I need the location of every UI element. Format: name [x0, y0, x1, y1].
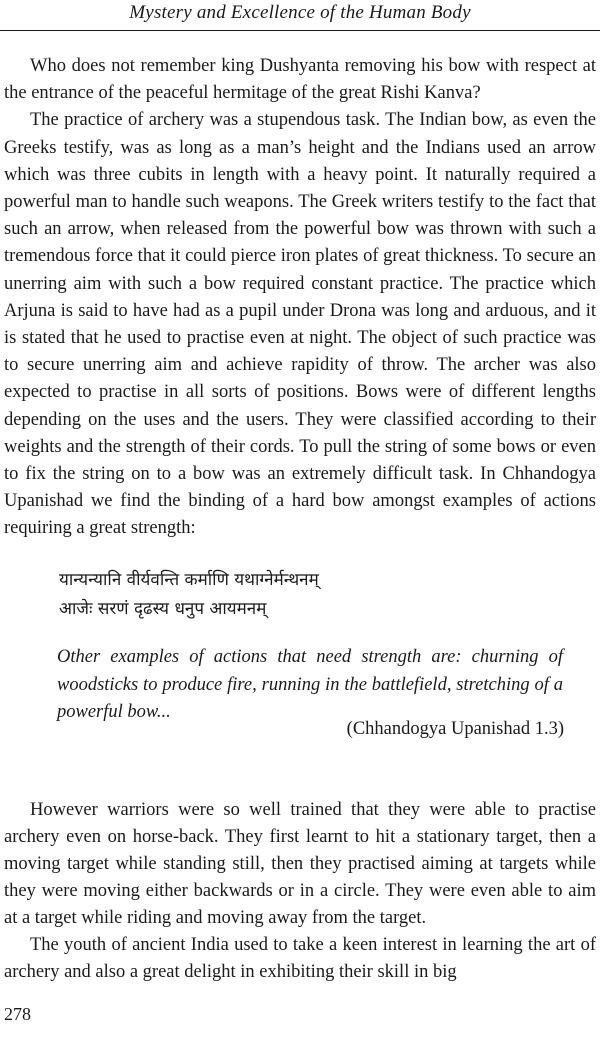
paragraph-horseback: However warriors were so well trained that they were able to practise archery even on horse-back. They first learnt to hit a stationary target, then a moving target while standing still, then they practised aiming at targets while they were moving either backwards or in a circle. They were even able to aim at a target while riding and moving away from the target. — [4, 800, 596, 928]
body-text-top — [4, 53, 596, 543]
running-header: Mystery and Excellence of the Human Body — [129, 2, 471, 23]
body-text-bottom — [4, 797, 596, 986]
sanskrit-verse — [59, 566, 319, 624]
translation-quote: Other examples of actions that need strength are: churning of woodsticks to produce fire, running in the battlefield, stretching of a powerful bow... — [57, 647, 563, 722]
page-number: 278 — [4, 1004, 31, 1024]
header-rule — [0, 30, 600, 31]
paragraph-archery-practice: The practice of archery was a stupendous task. The Indian bow, as even the Greeks testify, was as long as a man’s height and the Indians used an arrow which was three cubits in length with a heavy point. It naturally required a powerful man to handle such weapons. The Greek writers testify to the fact that such an arrow, when released from the powerful bow was thrown with such a tremendous force that it could pierce iron plates of great thickness. To secure an unerring aim with such a bow required constant practice. The practice which Arjuna is said to have had as a pupil under Drona was long and arduous, and it is stated that he used to practise even at night. The object of such practice was to secure unerring aim and achieve rapidity of throw. The archer was also expected to practise in all sorts of positions. Bows were of different lengths depending on the uses and the users. They were classified according to their weights and the strength of their cords. To pull the string of some bows or even to fix the string on to a bow was an extremely difficult task. In Chhandogya Upanishad we find the binding of a hard bow amongst examples of actions requiring a great strength: — [4, 110, 596, 539]
paragraph-dushyanta: Who does not remember king Dushyanta removing his bow with respect at the entrance of the peaceful hermitage of the great Rishi Kanva? — [4, 56, 596, 104]
sanskrit-line-1: यान्यन्यानि वीर्यवन्ति कर्माणि यथाग्नेर्मन्थनम् — [59, 570, 319, 590]
sanskrit-line-2: आजेः सरणं दृढस्य धनुप आयमनम् — [59, 599, 267, 619]
quote-citation: (Chhandogya Upanishad 1.3) — [346, 719, 564, 739]
paragraph-youth: The youth of ancient India used to take a keen interest in learning the art of archery and also a great delight in exhibiting their skill in big — [4, 935, 596, 982]
